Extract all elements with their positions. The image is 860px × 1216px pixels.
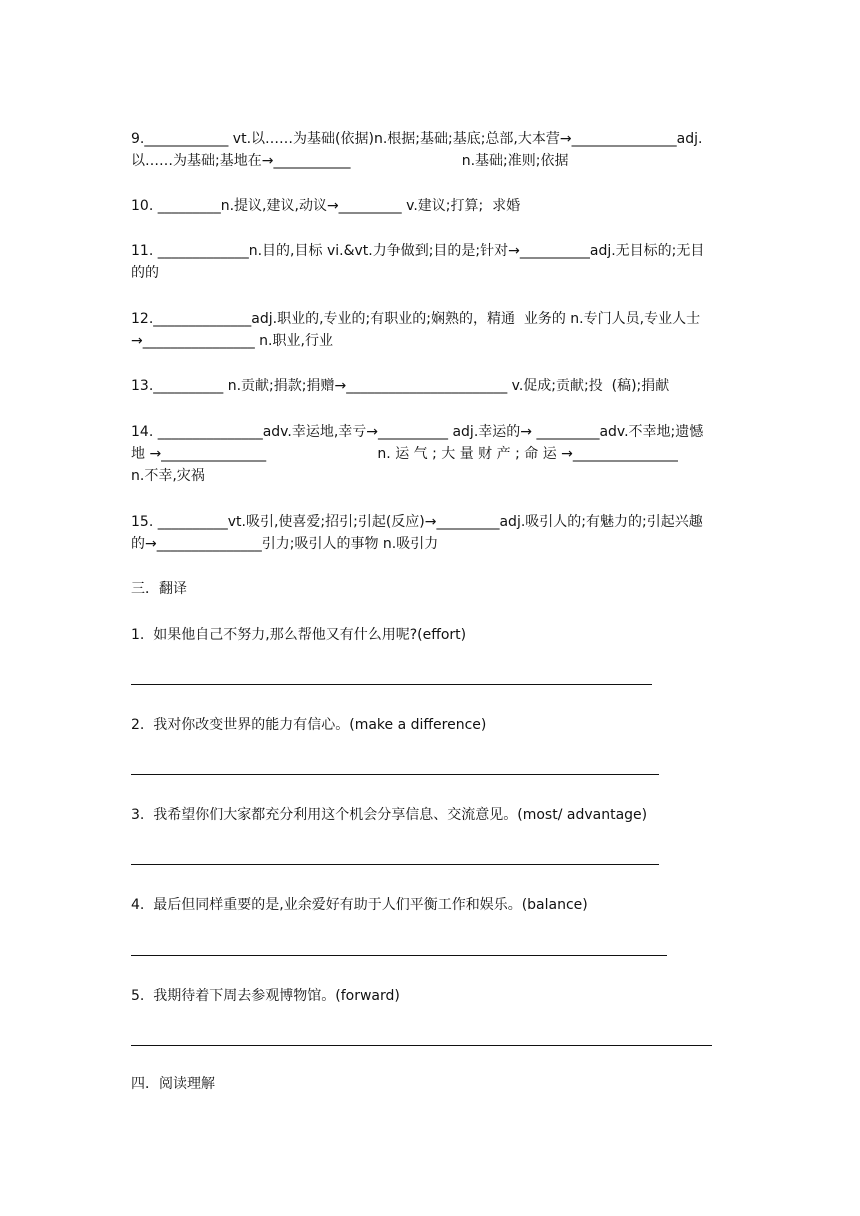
- vocab-item-9-line-2: 以……为基础;基地在→___________ n.基础;准则;依据: [131, 153, 569, 169]
- vocab-item-9-line-1: 9.____________ vt.以……为基础(依据)n.根据;基础;基底;总部,大本营→_______________adj.: [131, 131, 703, 147]
- answer-line-5[interactable]: [131, 1045, 712, 1046]
- translation-item-3: 3. 我希望你们大家都充分利用这个机会分享信息、交流意见。(most/ advantage): [131, 807, 648, 823]
- vocab-item-15-line-2: 的→_______________引力;吸引人的事物 n.吸引力: [131, 536, 439, 552]
- translation-item-4: 4. 最后但同样重要的是,业余爱好有助于人们平衡工作和娱乐。(balance): [131, 897, 588, 913]
- vocab-item-9: [131, 128, 731, 172]
- vocab-item-12-line-1: 12.______________adj.职业的,专业的;有职业的;娴熟的，精通 业务的 n.专门人员,专业人士: [131, 311, 701, 327]
- vocab-item-11-line-1: 11. _____________n.目的,目标 vi.&vt.力争做到;目的是;针对→__________adj.无目标的;无目: [131, 243, 705, 259]
- vocab-item-14: [131, 421, 731, 487]
- vocab-item-14-line-2: 地 →_______________ n. 运 气 ; 大 量 财 产 ; 命 运 →_______________: [131, 446, 678, 462]
- vocab-item-15: [131, 511, 731, 555]
- vocab-item-10-line-1: 10. _________n.提议,建议,动议→_________ v.建议;打算; 求婚: [131, 198, 521, 214]
- vocab-item-11: [131, 240, 731, 284]
- section-heading-reading: 四．阅读理解: [131, 1076, 215, 1092]
- vocab-item-12-line-2: →________________ n.职业,行业: [131, 333, 333, 349]
- translation-item-5: 5. 我期待着下周去参观博物馆。(forward): [131, 988, 400, 1004]
- answer-line-2[interactable]: [131, 774, 659, 775]
- answer-line-1[interactable]: [131, 684, 652, 685]
- vocab-item-15-line-1: 15. __________vt.吸引,使喜爱;招引;引起(反应)→_________adj.吸引人的;有魅力的;引起兴趣: [131, 514, 703, 530]
- translation-item-2: 2. 我对你改变世界的能力有信心。(make a difference): [131, 717, 487, 733]
- vocab-item-10: [131, 195, 731, 217]
- vocab-item-11-line-2: 的的: [131, 265, 159, 281]
- answer-line-3[interactable]: [131, 864, 659, 865]
- vocab-item-13-line-1: 13.__________ n.贡献;捐款;捐赠→_______________________ v.促成;贡献;投 (稿);捐献: [131, 378, 670, 394]
- section-heading-translation: 三．翻译: [131, 581, 187, 597]
- vocab-item-13: [131, 375, 731, 397]
- vocab-item-14-line-1: 14. _______________adv.幸运地,幸亏→__________ adj.幸运的→ _________adv.不幸地;遗憾: [131, 424, 704, 440]
- vocab-item-14-line-3: n.不幸,灾祸: [131, 468, 205, 484]
- vocab-item-12: [131, 308, 731, 352]
- translation-item-1: 1. 如果他自己不努力,那么帮他又有什么用呢?(effort): [131, 627, 467, 643]
- answer-line-4[interactable]: [131, 955, 667, 956]
